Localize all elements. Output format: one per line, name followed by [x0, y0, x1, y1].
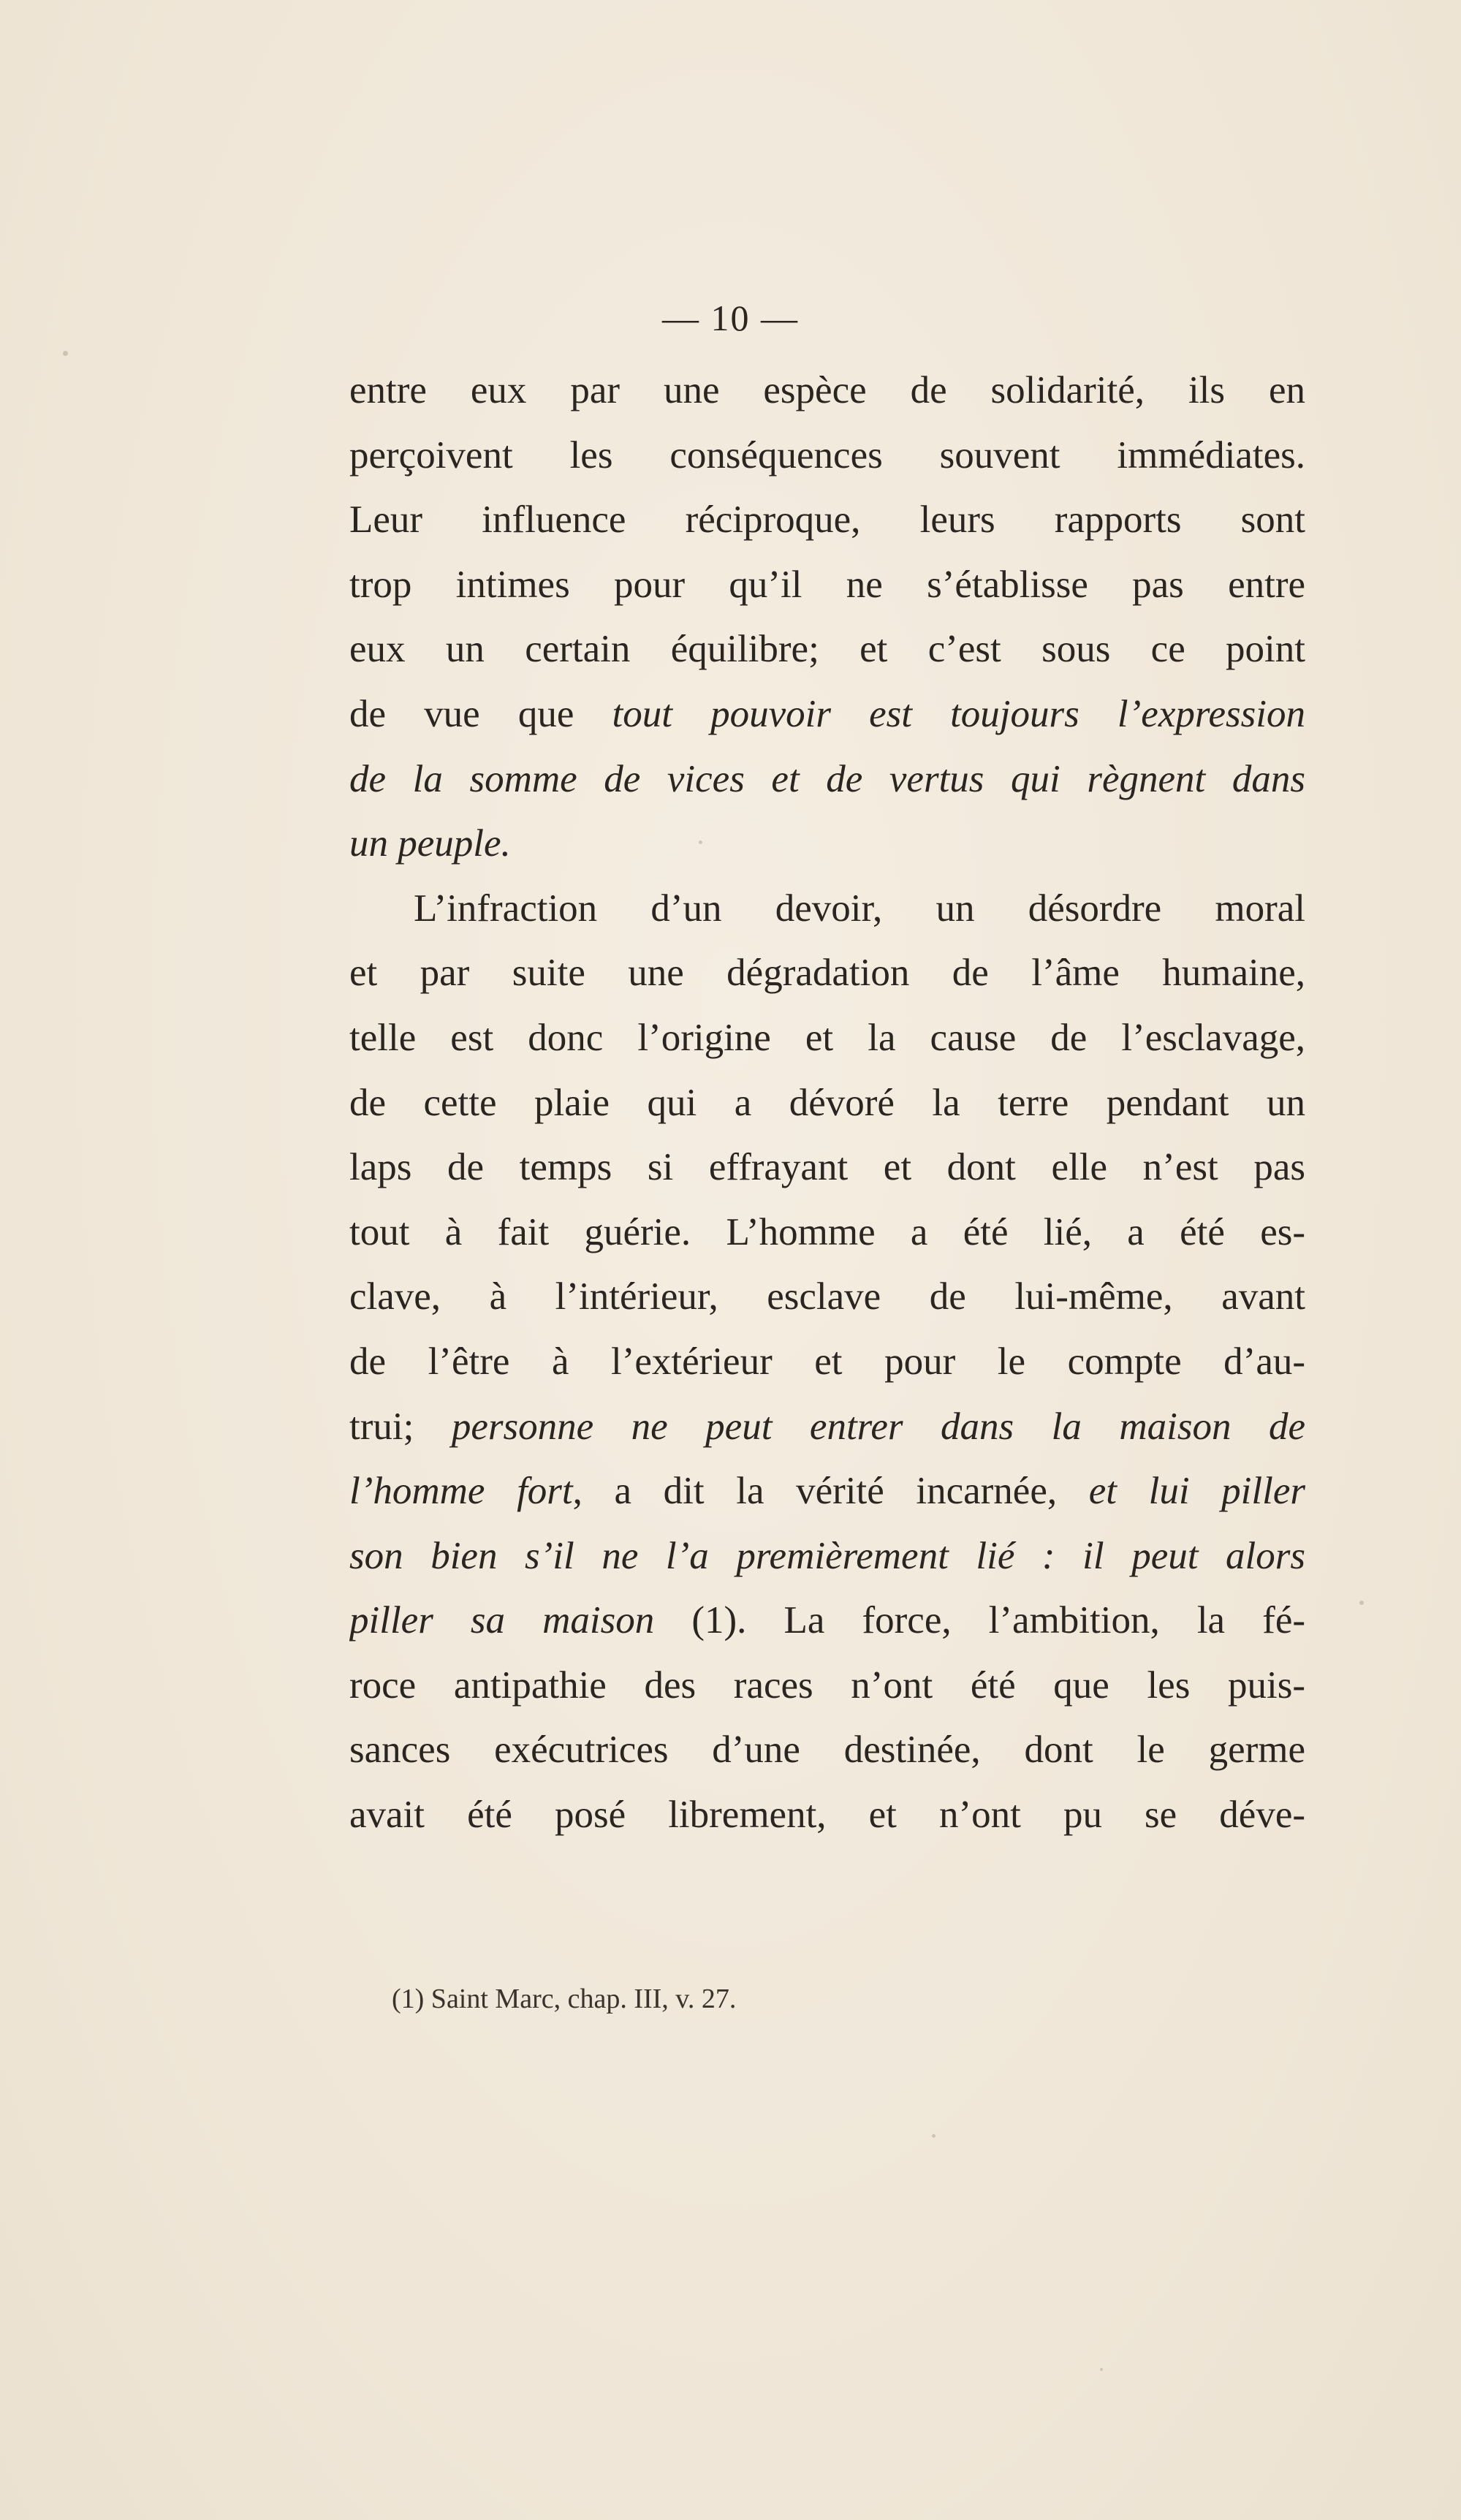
- text-line: [349, 1459, 1305, 1524]
- paper-speck: [932, 2134, 936, 2138]
- text-line: L’infraction d’un devoir, un désordre moral: [414, 887, 1305, 930]
- text-line: [349, 1588, 1305, 1653]
- text-span: (1). La force, l’ambition, la fé-: [654, 1599, 1305, 1642]
- text-line: telle est donc l’origine et la cause de l’esclavage,: [349, 1016, 1305, 1059]
- text-line: perçoivent les conséquences souvent immédiates.: [349, 433, 1305, 477]
- text-line: de cette plaie qui a dévoré la terre pendant un: [349, 1081, 1305, 1124]
- text-line: de l’être à l’extérieur et pour le compte d’au-: [349, 1340, 1305, 1383]
- page-number: — 10 —: [662, 297, 799, 338]
- text-line: sances exécutrices d’une destinée, dont le germe: [349, 1728, 1305, 1772]
- paper-speck: [1100, 2368, 1103, 2371]
- text-line: son bien s’il ne l’a premièrement lié : il peut alors: [349, 1534, 1305, 1577]
- text-line: avait été posé librement, et n’ont pu se déve-: [349, 1794, 1305, 1837]
- paper-speck: [699, 840, 702, 844]
- text-line: tout à fait guérie. L’homme a été lié, a été es-: [349, 1210, 1305, 1253]
- text-line: clave, à l’intérieur, esclave de lui-même, avant: [349, 1275, 1305, 1318]
- italic-span: l’homme fort: [349, 1470, 573, 1513]
- italic-span: personne ne peut entrer dans la maison de: [451, 1405, 1305, 1448]
- text-span: trui;: [349, 1405, 452, 1448]
- text-line: un peuple.: [349, 822, 511, 865]
- text-line: et par suite une dégradation de l’âme humaine,: [349, 952, 1305, 995]
- text-line: roce antipathie des races n’ont été que les puis-: [349, 1663, 1305, 1707]
- text-line: eux un certain équilibre; et c’est sous ce point: [349, 628, 1305, 671]
- text-line: [349, 682, 1305, 747]
- text-span: , a dit la vérité incarnée,: [572, 1470, 1089, 1513]
- text-line: laps de temps si effrayant et dont elle n’est pas: [349, 1146, 1305, 1189]
- text-span: de vue que: [349, 692, 612, 735]
- text-line: Leur influence réciproque, leurs rapports sont: [349, 498, 1305, 542]
- italic-span: tout pouvoir est toujours l’expression: [612, 692, 1305, 735]
- text-line: trop intimes pour qu’il ne s’établisse pas entre: [349, 563, 1305, 606]
- text-line: [349, 1394, 1305, 1460]
- italic-span: piller sa maison: [349, 1599, 655, 1642]
- body-text: [349, 358, 1305, 1848]
- footnote: (1) Saint Marc, chap. III, v. 27.: [392, 1984, 737, 2014]
- paper-speck: [1359, 1601, 1364, 1605]
- paper-speck: [63, 351, 68, 356]
- text-line: entre eux par une espèce de solidarité, ils en: [349, 369, 1305, 411]
- text-line: de la somme de vices et de vertus qui règnent dans: [349, 757, 1305, 800]
- italic-span: et lui piller: [1088, 1470, 1305, 1513]
